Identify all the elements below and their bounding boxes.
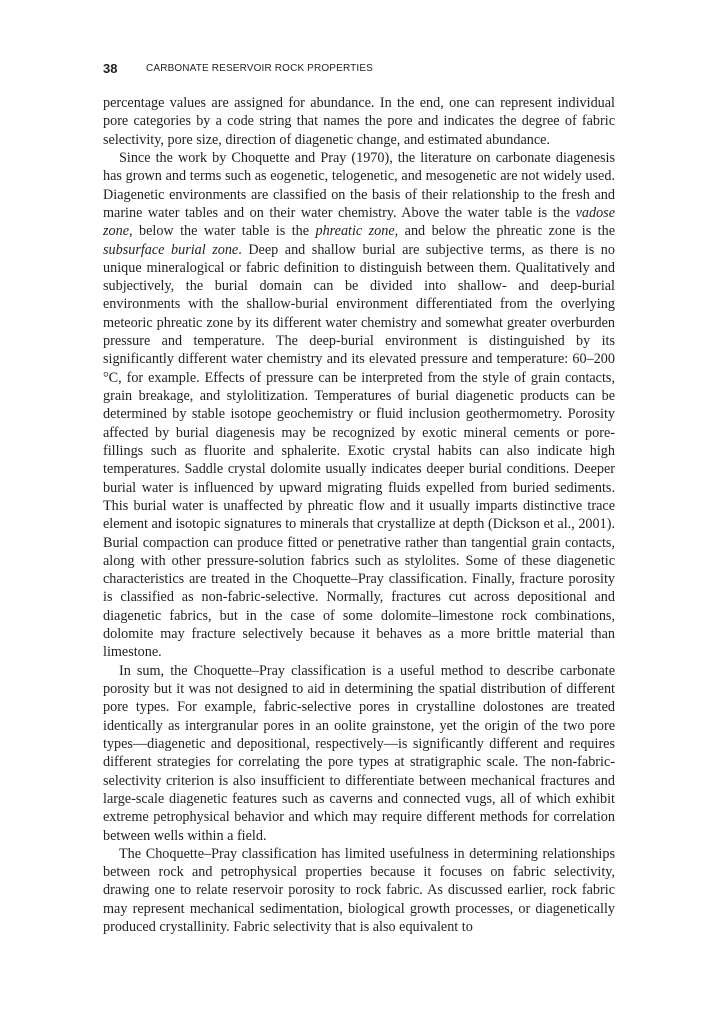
text-run: , and below the phreatic zone is the: [394, 223, 615, 240]
page-header: [103, 61, 615, 79]
italic-term: subsurface burial zone: [103, 241, 239, 258]
text-run: Since the work by Choquette and Pray (1970), the literature on carbonate diagenesis has grown and terms such as eogenetic, telogenetic, and mesogenetic are not widely used. Diagenetic environments are classified on the basis of their relationship to the fresh and marine water tables and on their water chemistry. Above the water table is the: [103, 149, 615, 221]
text-run: . Deep and shallow burial are subjective terms, as there is no unique mineralogical or fabric definition to distinguish between them. Qualitatively and subjectively, the burial domain can be divided into shallow- and deep-burial environments with the shallow-burial environment differentiated from the overlying meteoric phreatic zone by its different water chemistry and somewhat greater overburden pressure and temperature. The deep-burial environment is distinguished by its significantly different water chemistry and its elevated pressure and temperature: 60–200 °C, for example. Effects of pressure can be interpreted from the style of grain contacts, grain breakage, and stylolitization. Temperatures of burial diagenetic products can be determined by stable isotope geochemistry or fluid inclusion geothermometry. Porosity affected by burial diagenesis may be recognized by exotic mineral cements or pore-fillings such as fluorite and sphalerite. Exotic crystal habits can also indicate high temperatures. Saddle crystal dolomite usually indicates deeper burial conditions. Deeper burial water is influenced by upward migrating fluids expelled from buried sediments. This burial water is unaffected by phreatic flow and it usually imparts distinctive trace element and isotopic signatures to minerals that crystallize at depth (Dickson et al., 2001). Burial compaction can produce fitted or penetrative rather than tangential grain contacts, along with other pressure-solution fabrics such as stylolites. Some of these diagenetic characteristics are treated in the Choquette–Pray classification. Finally, fracture porosity is classified as non-fabric-selective. Normally, fractures cut across depositional and diagenetic fabrics, but in the case of some dolomite–limestone rock combinations, dolomite may fracture selectively because it behaves as a more brittle material than limestone.: [103, 241, 615, 661]
running-title: CARBONATE RESERVOIR ROCK PROPERTIES: [146, 63, 373, 74]
paragraph-3: [103, 662, 615, 845]
text-run: percentage values are assigned for abundance. In the end, one can represent individual pore categories by a code string that names the pore and indicates the degree of fabric selectivity, pore size, direction of diagenetic change, and estimated abundance.: [103, 95, 615, 148]
text-run: , below the water table is the: [129, 223, 316, 240]
text-run: In sum, the Choquette–Pray classification is a useful method to describe carbonate porosity but it was not designed to aid in determining the spatial distribution of different pore types. For example, fabric-selective pores in crystalline dolostones are treated identically as intergranular pores in an oolite grainstone, yet the origin of the two pore types—diagenetic and depositional, respectively—is significantly different and requires different strategies for correlating the pore types at stratigraphic scale. The non-fabric-selectivity criterion is also insufficient to differentiate between mechanical fractures and large-scale diagenetic features such as caverns and connected vugs, all of which exhibit extreme petrophysical behavior and which may require different methods for correlation between wells within a field.: [103, 662, 615, 844]
italic-term: vadose zone: [103, 204, 615, 240]
paragraph-4: [103, 845, 615, 937]
italic-term: phreatic zone: [315, 223, 395, 240]
paragraph-2: [103, 149, 615, 662]
paragraph-1: [103, 94, 615, 149]
text-run: The Choquette–Pray classification has limited usefulness in determining relationships between rock and petrophysical properties because it focuses on fabric selectivity, drawing one to relate reservoir porosity to rock fabric. As discussed earlier, rock fabric may represent mechanical sedimentation, biological growth processes, or diagenetically produced crystallinity. Fabric selectivity that is also equivalent to: [103, 845, 615, 936]
page-number: 38: [103, 61, 118, 76]
body-text: [103, 94, 615, 936]
